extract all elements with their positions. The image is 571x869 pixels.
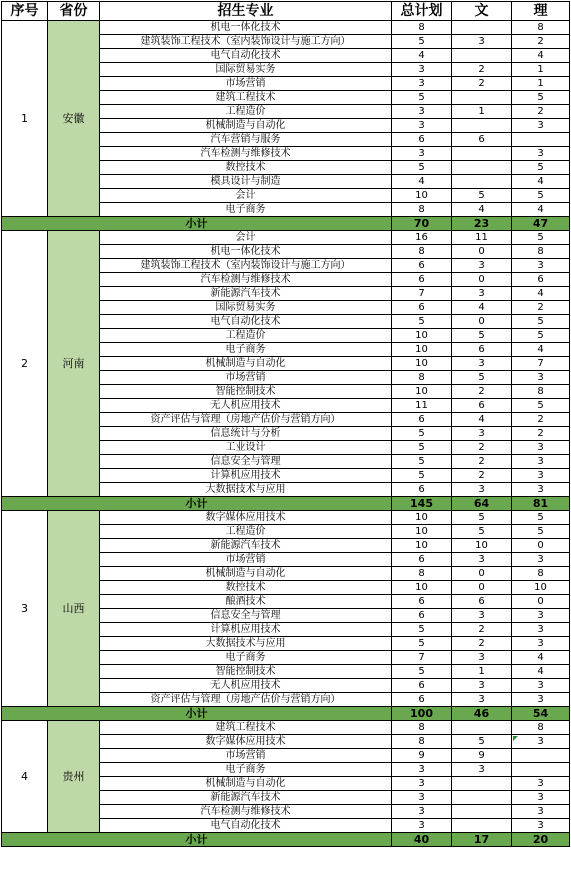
major-cell: 工程造价 <box>100 525 392 539</box>
table-row <box>2 231 570 245</box>
total-cell: 8 <box>392 567 452 581</box>
arts-cell: 3 <box>452 553 512 567</box>
seq-cell: 3 <box>2 511 48 707</box>
arts-cell <box>452 791 512 805</box>
total-cell: 8 <box>392 245 452 259</box>
arts-cell: 6 <box>452 133 512 147</box>
total-cell: 5 <box>392 455 452 469</box>
science-cell: 6 <box>512 273 570 287</box>
science-cell: 1 <box>512 77 570 91</box>
major-cell: 信息安全与管理 <box>100 609 392 623</box>
science-cell: 4 <box>512 343 570 357</box>
subtotal-row <box>2 833 570 847</box>
arts-cell: 2 <box>452 63 512 77</box>
total-cell: 5 <box>392 441 452 455</box>
science-cell: 3 <box>512 259 570 273</box>
arts-cell: 2 <box>452 385 512 399</box>
arts-cell <box>452 819 512 833</box>
total-cell: 5 <box>392 91 452 105</box>
arts-cell: 5 <box>452 525 512 539</box>
major-cell: 市场营销 <box>100 749 392 763</box>
total-cell: 10 <box>392 343 452 357</box>
arts-cell <box>452 161 512 175</box>
total-cell: 3 <box>392 805 452 819</box>
science-cell: 3 <box>512 483 570 497</box>
total-cell: 10 <box>392 581 452 595</box>
major-cell: 建筑工程技术 <box>100 91 392 105</box>
science-cell: 8 <box>512 567 570 581</box>
subtotal-total: 100 <box>392 707 452 721</box>
major-cell: 计算机应用技术 <box>100 623 392 637</box>
science-cell: 5 <box>512 511 570 525</box>
major-cell: 机械制造与自动化 <box>100 567 392 581</box>
province-cell: 安徽 <box>48 21 100 217</box>
science-cell: 3 <box>512 371 570 385</box>
major-cell: 市场营销 <box>100 371 392 385</box>
arts-cell: 3 <box>452 259 512 273</box>
total-cell: 3 <box>392 63 452 77</box>
arts-cell: 1 <box>452 105 512 119</box>
total-cell: 6 <box>392 301 452 315</box>
science-cell: 3 <box>512 455 570 469</box>
total-cell: 6 <box>392 133 452 147</box>
header-total: 总计划 <box>392 2 452 21</box>
total-cell: 3 <box>392 105 452 119</box>
arts-cell: 9 <box>452 749 512 763</box>
header-major: 招生专业 <box>100 2 392 21</box>
major-cell: 机电一体化技术 <box>100 245 392 259</box>
arts-cell <box>452 147 512 161</box>
major-cell: 电子商务 <box>100 763 392 777</box>
major-cell: 市场营销 <box>100 553 392 567</box>
total-cell: 3 <box>392 819 452 833</box>
total-cell: 5 <box>392 623 452 637</box>
total-cell: 6 <box>392 553 452 567</box>
major-cell: 机械制造与自动化 <box>100 357 392 371</box>
major-cell: 机电一体化技术 <box>100 21 392 35</box>
science-cell: 4 <box>512 49 570 63</box>
total-cell: 8 <box>392 721 452 735</box>
major-cell: 数控技术 <box>100 581 392 595</box>
arts-cell <box>452 175 512 189</box>
total-cell: 5 <box>392 315 452 329</box>
total-cell: 7 <box>392 651 452 665</box>
total-cell: 10 <box>392 539 452 553</box>
science-cell: 4 <box>512 287 570 301</box>
subtotal-science: 54 <box>512 707 570 721</box>
science-cell: 3 <box>512 119 570 133</box>
major-cell: 工程造价 <box>100 105 392 119</box>
total-cell: 3 <box>392 77 452 91</box>
total-cell: 8 <box>392 371 452 385</box>
arts-cell: 4 <box>452 203 512 217</box>
header-arts: 文 <box>452 2 512 21</box>
total-cell: 6 <box>392 595 452 609</box>
science-cell: 10 <box>512 581 570 595</box>
total-cell: 5 <box>392 35 452 49</box>
major-cell: 市场营销 <box>100 77 392 91</box>
subtotal-science: 81 <box>512 497 570 511</box>
seq-cell: 4 <box>2 721 48 833</box>
subtotal-label: 小计 <box>2 833 392 847</box>
major-cell: 信息安全与管理 <box>100 455 392 469</box>
major-cell: 新能源汽车技术 <box>100 791 392 805</box>
major-cell: 汽车检测与维修技术 <box>100 273 392 287</box>
total-cell: 3 <box>392 791 452 805</box>
major-cell: 会计 <box>100 231 392 245</box>
arts-cell: 1 <box>452 665 512 679</box>
science-cell: 3 <box>512 777 570 791</box>
enrollment-plan-sheet <box>1 1 570 847</box>
science-cell: 8 <box>512 721 570 735</box>
header-science: 理 <box>512 2 570 21</box>
seq-cell: 1 <box>2 21 48 217</box>
arts-cell: 6 <box>452 595 512 609</box>
science-cell: 5 <box>512 525 570 539</box>
subtotal-arts: 64 <box>452 497 512 511</box>
total-cell: 10 <box>392 511 452 525</box>
total-cell: 3 <box>392 763 452 777</box>
total-cell: 10 <box>392 525 452 539</box>
major-cell: 工业设计 <box>100 441 392 455</box>
science-cell <box>512 133 570 147</box>
major-cell: 数字媒体应用技术 <box>100 735 392 749</box>
total-cell: 6 <box>392 679 452 693</box>
major-cell: 汽车营销与服务 <box>100 133 392 147</box>
science-cell: 3 <box>512 693 570 707</box>
total-cell: 6 <box>392 693 452 707</box>
science-cell: 1 <box>512 63 570 77</box>
major-cell: 酿酒技术 <box>100 595 392 609</box>
total-cell: 7 <box>392 287 452 301</box>
major-cell: 电子商务 <box>100 651 392 665</box>
arts-cell <box>452 21 512 35</box>
major-cell: 数控技术 <box>100 161 392 175</box>
major-cell: 无人机应用技术 <box>100 399 392 413</box>
arts-cell: 0 <box>452 567 512 581</box>
major-cell: 资产评估与管理（房地产估价与营销方向） <box>100 413 392 427</box>
major-cell: 工程造价 <box>100 329 392 343</box>
major-cell: 电气自动化技术 <box>100 49 392 63</box>
province-cell: 山西 <box>48 511 100 707</box>
science-cell: 3 <box>512 623 570 637</box>
total-cell: 4 <box>392 49 452 63</box>
subtotal-row <box>2 497 570 511</box>
total-cell: 3 <box>392 147 452 161</box>
total-cell: 6 <box>392 273 452 287</box>
arts-cell: 10 <box>452 539 512 553</box>
science-cell: 3 <box>512 819 570 833</box>
arts-cell <box>452 805 512 819</box>
total-cell: 8 <box>392 735 452 749</box>
arts-cell: 0 <box>452 581 512 595</box>
subtotal-row <box>2 217 570 231</box>
header-seq: 序号 <box>2 2 48 21</box>
header-row <box>2 2 570 21</box>
major-cell: 电气自动化技术 <box>100 315 392 329</box>
arts-cell: 2 <box>452 469 512 483</box>
total-cell: 10 <box>392 385 452 399</box>
subtotal-total: 145 <box>392 497 452 511</box>
arts-cell: 2 <box>452 623 512 637</box>
science-cell: 2 <box>512 105 570 119</box>
total-cell: 5 <box>392 469 452 483</box>
major-cell: 国际贸易实务 <box>100 63 392 77</box>
major-cell: 电子商务 <box>100 343 392 357</box>
arts-cell: 6 <box>452 343 512 357</box>
arts-cell: 5 <box>452 189 512 203</box>
major-cell: 建筑装饰工程技术（室内装饰设计与施工方向） <box>100 35 392 49</box>
major-cell: 汽车检测与维修技术 <box>100 805 392 819</box>
subtotal-total: 70 <box>392 217 452 231</box>
major-cell: 会计 <box>100 189 392 203</box>
science-cell: 3 <box>512 553 570 567</box>
table-row <box>2 511 570 525</box>
science-cell: 5 <box>512 231 570 245</box>
arts-cell: 3 <box>452 427 512 441</box>
subtotal-row <box>2 707 570 721</box>
major-cell: 计算机应用技术 <box>100 469 392 483</box>
science-cell: 3 <box>512 791 570 805</box>
science-cell: 8 <box>512 21 570 35</box>
science-cell: 2 <box>512 413 570 427</box>
major-cell: 智能控制技术 <box>100 665 392 679</box>
arts-cell: 0 <box>452 273 512 287</box>
arts-cell: 2 <box>452 455 512 469</box>
science-cell: 3 <box>512 469 570 483</box>
major-cell: 国际贸易实务 <box>100 301 392 315</box>
subtotal-science: 20 <box>512 833 570 847</box>
arts-cell <box>452 91 512 105</box>
science-cell: 7 <box>512 357 570 371</box>
subtotal-arts: 46 <box>452 707 512 721</box>
header-province: 省份 <box>48 2 100 21</box>
subtotal-total: 40 <box>392 833 452 847</box>
total-cell: 6 <box>392 483 452 497</box>
science-cell: 3 <box>512 805 570 819</box>
arts-cell: 4 <box>452 301 512 315</box>
arts-cell: 3 <box>452 679 512 693</box>
total-cell: 4 <box>392 175 452 189</box>
total-cell: 8 <box>392 203 452 217</box>
province-cell: 贵州 <box>48 721 100 833</box>
major-cell: 汽车检测与维修技术 <box>100 147 392 161</box>
major-cell: 建筑装饰工程技术（室内装饰设计与施工方向） <box>100 259 392 273</box>
total-cell: 6 <box>392 609 452 623</box>
major-cell: 机械制造与自动化 <box>100 777 392 791</box>
seq-cell: 2 <box>2 231 48 497</box>
total-cell: 16 <box>392 231 452 245</box>
arts-cell: 3 <box>452 35 512 49</box>
major-cell: 电气自动化技术 <box>100 819 392 833</box>
science-cell: 4 <box>512 651 570 665</box>
total-cell: 5 <box>392 637 452 651</box>
arts-cell: 3 <box>452 693 512 707</box>
arts-cell: 0 <box>452 245 512 259</box>
total-cell: 9 <box>392 749 452 763</box>
science-cell: 0 <box>512 595 570 609</box>
science-cell: 5 <box>512 329 570 343</box>
arts-cell <box>452 119 512 133</box>
arts-cell: 3 <box>452 357 512 371</box>
major-cell: 无人机应用技术 <box>100 679 392 693</box>
total-cell: 10 <box>392 329 452 343</box>
science-cell <box>512 749 570 763</box>
major-cell: 新能源汽车技术 <box>100 539 392 553</box>
science-cell: 3 <box>512 735 570 749</box>
province-cell: 河南 <box>48 231 100 497</box>
arts-cell: 4 <box>452 413 512 427</box>
major-cell: 智能控制技术 <box>100 385 392 399</box>
science-cell: 3 <box>512 637 570 651</box>
major-cell: 模具设计与制造 <box>100 175 392 189</box>
total-cell: 6 <box>392 413 452 427</box>
science-cell: 8 <box>512 385 570 399</box>
science-cell: 2 <box>512 301 570 315</box>
science-cell: 4 <box>512 203 570 217</box>
total-cell: 3 <box>392 119 452 133</box>
arts-cell: 0 <box>452 315 512 329</box>
science-cell: 5 <box>512 315 570 329</box>
arts-cell: 6 <box>452 399 512 413</box>
subtotal-label: 小计 <box>2 217 392 231</box>
arts-cell: 3 <box>452 763 512 777</box>
arts-cell: 5 <box>452 371 512 385</box>
table-row <box>2 21 570 35</box>
science-cell: 2 <box>512 35 570 49</box>
science-cell: 3 <box>512 147 570 161</box>
science-cell: 4 <box>512 175 570 189</box>
subtotal-label: 小计 <box>2 707 392 721</box>
total-cell: 8 <box>392 21 452 35</box>
major-cell: 建筑工程技术 <box>100 721 392 735</box>
subtotal-science: 47 <box>512 217 570 231</box>
major-cell: 信息统计与分析 <box>100 427 392 441</box>
science-cell <box>512 763 570 777</box>
arts-cell: 5 <box>452 329 512 343</box>
subtotal-arts: 23 <box>452 217 512 231</box>
science-cell: 5 <box>512 189 570 203</box>
total-cell: 5 <box>392 161 452 175</box>
total-cell: 10 <box>392 189 452 203</box>
science-cell: 5 <box>512 399 570 413</box>
table-row <box>2 721 570 735</box>
major-cell: 机械制造与自动化 <box>100 119 392 133</box>
arts-cell: 3 <box>452 651 512 665</box>
major-cell: 新能源汽车技术 <box>100 287 392 301</box>
science-cell: 3 <box>512 679 570 693</box>
arts-cell: 2 <box>452 77 512 91</box>
total-cell: 11 <box>392 399 452 413</box>
arts-cell <box>452 49 512 63</box>
major-cell: 资产评估与管理（房地产估价与营销方向） <box>100 693 392 707</box>
science-cell: 5 <box>512 91 570 105</box>
major-cell: 电子商务 <box>100 203 392 217</box>
science-cell: 5 <box>512 161 570 175</box>
arts-cell: 11 <box>452 231 512 245</box>
science-cell: 2 <box>512 427 570 441</box>
arts-cell: 2 <box>452 441 512 455</box>
total-cell: 3 <box>392 777 452 791</box>
science-cell: 0 <box>512 539 570 553</box>
major-cell: 数字媒体应用技术 <box>100 511 392 525</box>
total-cell: 5 <box>392 427 452 441</box>
science-cell: 3 <box>512 609 570 623</box>
enrollment-table <box>1 1 570 847</box>
science-cell: 4 <box>512 665 570 679</box>
arts-cell: 5 <box>452 511 512 525</box>
science-cell: 8 <box>512 245 570 259</box>
arts-cell: 2 <box>452 637 512 651</box>
arts-cell: 3 <box>452 483 512 497</box>
science-cell: 3 <box>512 441 570 455</box>
total-cell: 6 <box>392 259 452 273</box>
arts-cell <box>452 777 512 791</box>
total-cell: 5 <box>392 665 452 679</box>
arts-cell: 3 <box>452 287 512 301</box>
total-cell: 10 <box>392 357 452 371</box>
arts-cell: 5 <box>452 735 512 749</box>
arts-cell <box>452 721 512 735</box>
subtotal-label: 小计 <box>2 497 392 511</box>
major-cell: 大数据技术与应用 <box>100 483 392 497</box>
subtotal-arts: 17 <box>452 833 512 847</box>
major-cell: 大数据技术与应用 <box>100 637 392 651</box>
arts-cell: 3 <box>452 609 512 623</box>
